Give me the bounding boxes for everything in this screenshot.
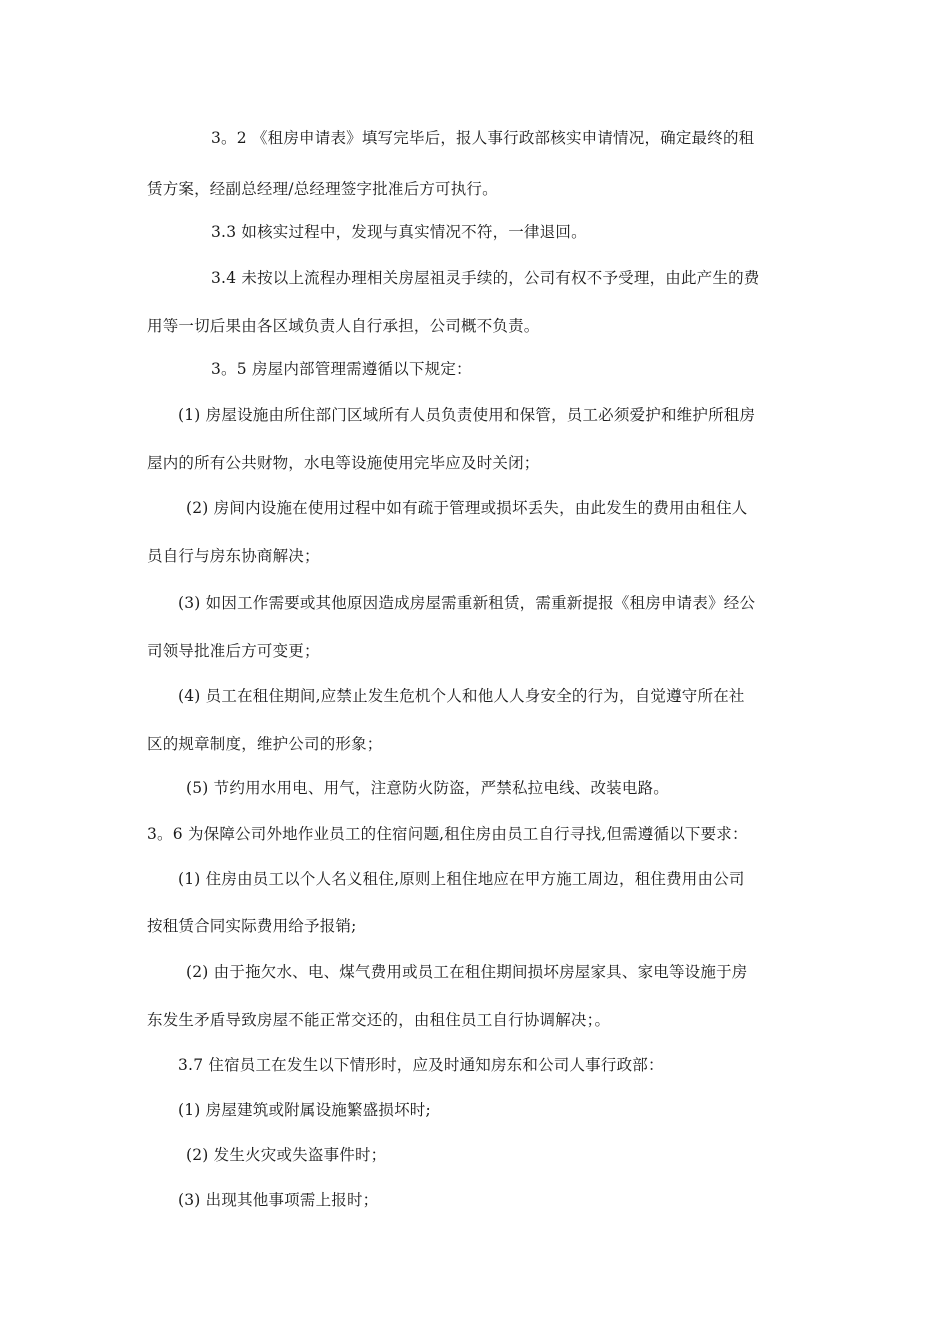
rule-3-5-1-line-2: 屋内的所有公共财物，水电等设施使用完毕应及时关闭； — [147, 454, 540, 472]
section-3-3-line: 3.3 如核实过程中，发现与真实情况不符，一律退回。 — [211, 223, 587, 241]
section-3-7-heading: 3.7 住宿员工在发生以下情形时，应及时通知房东和公司人事行政部： — [178, 1056, 664, 1074]
rule-3-6-1-line-2: 按租赁合同实际费用给予报销; — [147, 917, 357, 935]
rule-3-5-1-line-1: (1) 房屋设施由所住部门区域所有人员负责使用和保管，员工必须爱护和维护所租房 — [178, 406, 756, 424]
rule-3-7-1-line: (1) 房屋建筑或附属设施繁盛损坏时; — [178, 1101, 431, 1119]
rule-3-7-2-line: (2) 发生火灾或失盗事件时； — [186, 1146, 387, 1164]
rule-3-7-3-line: (3) 出现其他事项需上报时； — [178, 1191, 379, 1209]
rule-3-5-4-line-1: (4) 员工在租住期间,应禁止发生危机个人和他人人身安全的行为，自觉遵守所在社 — [178, 687, 745, 705]
rule-3-6-2-line-1: (2) 由于拖欠水、电、煤气费用或员工在租住期间损坏房屋家具、家电等设施于房 — [186, 963, 748, 981]
rule-3-5-2-line-2: 员自行与房东协商解决； — [147, 547, 320, 565]
rule-3-5-5-line: (5) 节约用水用电、用气，注意防火防盗，严禁私拉电线、改装电路。 — [186, 779, 669, 797]
section-3-2-line-2: 赁方案，经副总经理/总经理签字批准后方可执行。 — [147, 180, 498, 198]
rule-3-6-2-line-2: 东发生矛盾导致房屋不能正常交还的，由租住员工自行协调解决；。 — [147, 1011, 611, 1029]
section-3-4-line-1: 3.4 未按以上流程办理相关房屋祖灵手续的，公司有权不予受理，由此产生的费 — [211, 269, 760, 287]
rule-3-5-4-line-2: 区的规章制度，维护公司的形象； — [147, 735, 383, 753]
section-3-5-heading: 3。5 房屋内部管理需遵循以下规定： — [211, 360, 472, 378]
rule-3-5-3-line-1: (3) 如因工作需要或其他原因造成房屋需重新租赁，需重新提报《租房申请表》经公 — [178, 594, 756, 612]
rule-3-5-3-line-2: 司领导批准后方可变更； — [147, 642, 320, 660]
section-3-4-line-2: 用等一切后果由各区域负责人自行承担，公司概不负责。 — [147, 317, 540, 335]
rule-3-5-2-line-1: (2) 房间内设施在使用过程中如有疏于管理或损坏丢失，由此发生的费用由租住人 — [186, 499, 748, 517]
section-3-2-line-1: 3。2 《租房申请表》填写完毕后，报人事行政部核实申请情况，确定最终的租 — [211, 129, 755, 147]
rule-3-6-1-line-1: (1) 住房由员工以个人名义租住,原则上租住地应在甲方施工周边，租住费用由公司 — [178, 870, 745, 888]
section-3-6-heading: 3。6 为保障公司外地作业员工的住宿问题,租住房由员工自行寻找,但需遵循以下要求： — [147, 825, 748, 843]
